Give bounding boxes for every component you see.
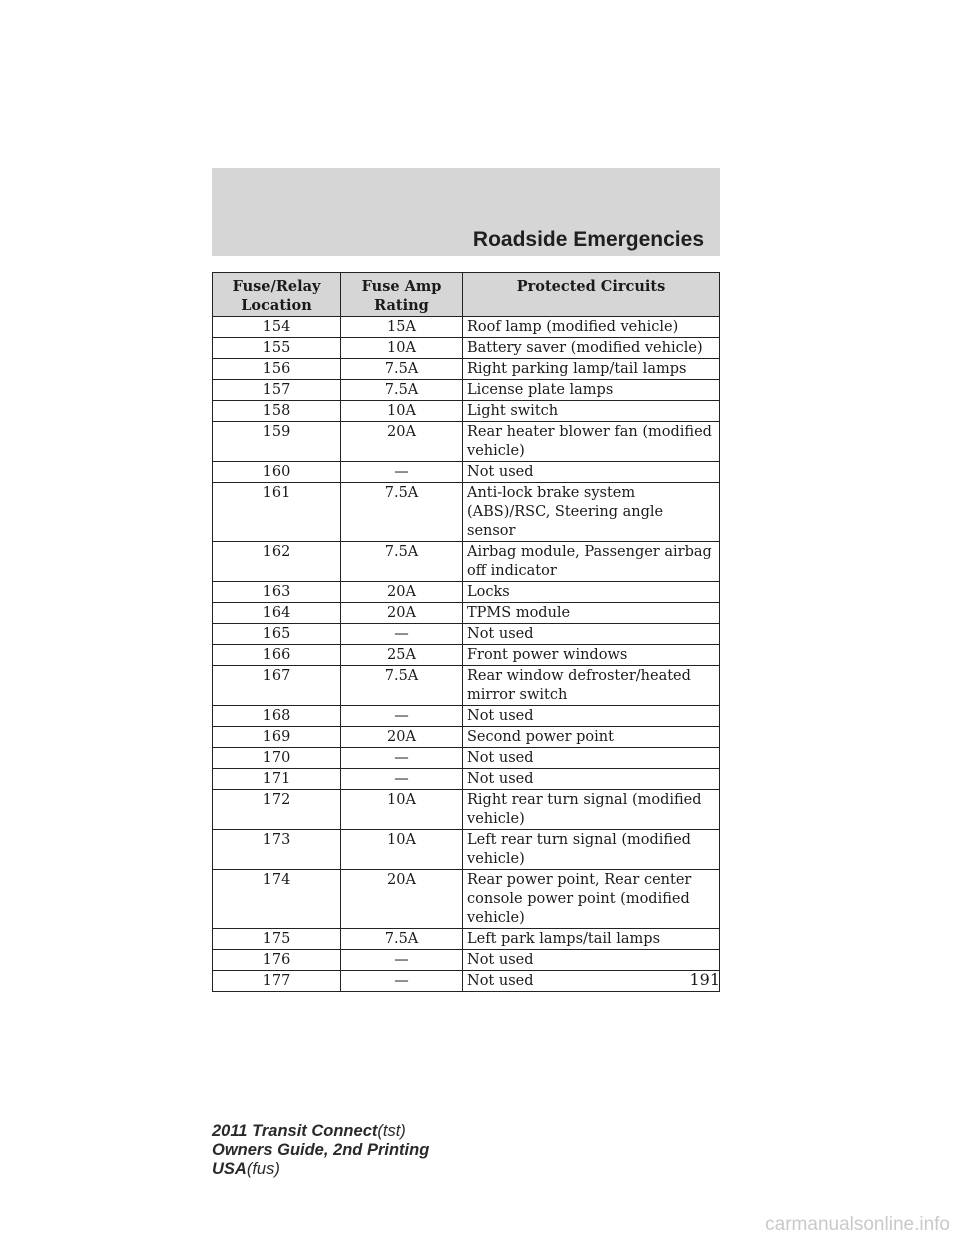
cell-protected-circuit: Not used bbox=[463, 971, 720, 992]
footer-market-code: (fus) bbox=[246, 1160, 280, 1178]
cell-location: 177 bbox=[213, 971, 341, 992]
cell-location: 169 bbox=[213, 727, 341, 748]
table-row bbox=[213, 971, 720, 992]
cell-amp-rating: 10A bbox=[341, 830, 463, 870]
cell-protected-circuit: Not used bbox=[463, 950, 720, 971]
cell-protected-circuit: Rear window defroster/heated mirror switch bbox=[463, 666, 720, 706]
cell-location: 161 bbox=[213, 483, 341, 542]
table-row bbox=[213, 359, 720, 380]
cell-location: 160 bbox=[213, 462, 341, 483]
cell-amp-rating: 15A bbox=[341, 317, 463, 338]
section-header-band bbox=[212, 168, 720, 256]
cell-amp-rating: 10A bbox=[341, 790, 463, 830]
page-number: 191 bbox=[689, 970, 720, 989]
cell-protected-circuit: Airbag module, Passenger airbag off indicator bbox=[463, 542, 720, 582]
cell-amp-rating: 10A bbox=[341, 401, 463, 422]
table-row bbox=[213, 317, 720, 338]
cell-protected-circuit: Right rear turn signal (modified vehicle) bbox=[463, 790, 720, 830]
cell-protected-circuit: Right parking lamp/tail lamps bbox=[463, 359, 720, 380]
cell-location: 175 bbox=[213, 929, 341, 950]
cell-amp-rating: 7.5A bbox=[341, 380, 463, 401]
cell-location: 159 bbox=[213, 422, 341, 462]
table-row bbox=[213, 582, 720, 603]
table-row bbox=[213, 727, 720, 748]
cell-amp-rating: 7.5A bbox=[341, 359, 463, 380]
cell-location: 154 bbox=[213, 317, 341, 338]
cell-protected-circuit: Battery saver (modified vehicle) bbox=[463, 338, 720, 359]
section-title: Roadside Emergencies bbox=[472, 228, 704, 251]
table-row bbox=[213, 830, 720, 870]
table-row bbox=[213, 666, 720, 706]
cell-protected-circuit: Left rear turn signal (modified vehicle) bbox=[463, 830, 720, 870]
cell-location: 166 bbox=[213, 645, 341, 666]
fuse-table bbox=[212, 272, 720, 992]
table-row bbox=[213, 706, 720, 727]
footer-model-code: (tst) bbox=[377, 1122, 406, 1140]
cell-amp-rating: 7.5A bbox=[341, 483, 463, 542]
footer-line-1 bbox=[212, 1122, 429, 1141]
cell-location: 158 bbox=[213, 401, 341, 422]
cell-location: 170 bbox=[213, 748, 341, 769]
cell-location: 163 bbox=[213, 582, 341, 603]
cell-protected-circuit: Rear power point, Rear center console power point (modified vehicle) bbox=[463, 870, 720, 929]
cell-location: 173 bbox=[213, 830, 341, 870]
cell-protected-circuit: Anti-lock brake system (ABS)/RSC, Steering angle sensor bbox=[463, 483, 720, 542]
header-protected-circuits: Protected Circuits bbox=[463, 273, 720, 317]
cell-amp-rating: 20A bbox=[341, 582, 463, 603]
table-row bbox=[213, 401, 720, 422]
table-row bbox=[213, 483, 720, 542]
table-row bbox=[213, 870, 720, 929]
cell-amp-rating: 7.5A bbox=[341, 666, 463, 706]
footer-model: 2011 Transit Connect bbox=[212, 1122, 378, 1140]
cell-protected-circuit: TPMS module bbox=[463, 603, 720, 624]
cell-protected-circuit: Rear heater blower fan (modified vehicle) bbox=[463, 422, 720, 462]
footer-line-2: Owners Guide, 2nd Printing bbox=[212, 1141, 430, 1159]
table-body bbox=[213, 317, 720, 992]
cell-location: 157 bbox=[213, 380, 341, 401]
cell-amp-rating: — bbox=[341, 748, 463, 769]
table-row bbox=[213, 624, 720, 645]
cell-amp-rating: 20A bbox=[341, 870, 463, 929]
header-amp-rating: Fuse Amp Rating bbox=[341, 273, 463, 317]
cell-amp-rating: — bbox=[341, 706, 463, 727]
cell-location: 155 bbox=[213, 338, 341, 359]
footer bbox=[212, 1122, 429, 1179]
cell-location: 176 bbox=[213, 950, 341, 971]
cell-location: 164 bbox=[213, 603, 341, 624]
cell-location: 172 bbox=[213, 790, 341, 830]
cell-protected-circuit: Second power point bbox=[463, 727, 720, 748]
table-row bbox=[213, 769, 720, 790]
cell-amp-rating: — bbox=[341, 971, 463, 992]
table-row bbox=[213, 748, 720, 769]
table-row bbox=[213, 950, 720, 971]
cell-amp-rating: 20A bbox=[341, 727, 463, 748]
cell-location: 156 bbox=[213, 359, 341, 380]
cell-protected-circuit: Roof lamp (modified vehicle) bbox=[463, 317, 720, 338]
cell-location: 174 bbox=[213, 870, 341, 929]
cell-protected-circuit: Not used bbox=[463, 706, 720, 727]
cell-protected-circuit: Locks bbox=[463, 582, 720, 603]
footer-market: USA bbox=[212, 1160, 247, 1178]
table-row bbox=[213, 929, 720, 950]
cell-amp-rating: 7.5A bbox=[341, 542, 463, 582]
cell-location: 165 bbox=[213, 624, 341, 645]
cell-amp-rating: 7.5A bbox=[341, 929, 463, 950]
cell-protected-circuit: Light switch bbox=[463, 401, 720, 422]
footer-line-3 bbox=[212, 1160, 429, 1179]
header-location: Fuse/Relay Location bbox=[213, 273, 341, 317]
cell-amp-rating: — bbox=[341, 769, 463, 790]
cell-protected-circuit: Front power windows bbox=[463, 645, 720, 666]
cell-amp-rating: 20A bbox=[341, 603, 463, 624]
cell-amp-rating: 10A bbox=[341, 338, 463, 359]
cell-amp-rating: — bbox=[341, 950, 463, 971]
table-row bbox=[213, 462, 720, 483]
cell-protected-circuit: License plate lamps bbox=[463, 380, 720, 401]
cell-location: 167 bbox=[213, 666, 341, 706]
table-row bbox=[213, 380, 720, 401]
cell-amp-rating: 20A bbox=[341, 422, 463, 462]
table-row bbox=[213, 603, 720, 624]
cell-protected-circuit: Not used bbox=[463, 624, 720, 645]
cell-amp-rating: — bbox=[341, 624, 463, 645]
cell-location: 162 bbox=[213, 542, 341, 582]
table-row bbox=[213, 422, 720, 462]
table-header-row bbox=[213, 273, 720, 317]
cell-protected-circuit: Not used bbox=[463, 462, 720, 483]
watermark: carmanualsonline.info bbox=[765, 1214, 950, 1235]
cell-protected-circuit: Left park lamps/tail lamps bbox=[463, 929, 720, 950]
cell-amp-rating: 25A bbox=[341, 645, 463, 666]
cell-protected-circuit: Not used bbox=[463, 769, 720, 790]
table-row bbox=[213, 645, 720, 666]
table-row bbox=[213, 790, 720, 830]
table-row bbox=[213, 542, 720, 582]
cell-protected-circuit: Not used bbox=[463, 748, 720, 769]
table-row bbox=[213, 338, 720, 359]
cell-location: 168 bbox=[213, 706, 341, 727]
cell-amp-rating: — bbox=[341, 462, 463, 483]
cell-location: 171 bbox=[213, 769, 341, 790]
